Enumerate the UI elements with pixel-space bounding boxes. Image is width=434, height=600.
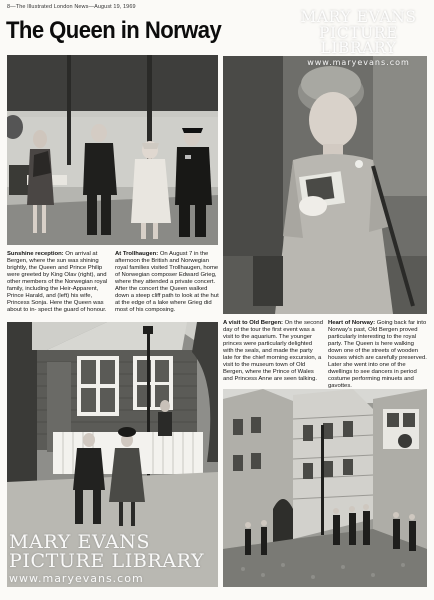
caption-heading: A visit to Old Bergen: — [223, 320, 284, 326]
running-head: 8—The Illustrated London News—August 19, 1969 — [7, 4, 136, 10]
caption-body: Going back far into Norway's past, Old Bergen proved particularly interesting to the royal party. The Queen is here walking down one of the streets of wooden houses which are carefully preserved. Later she went into one of the dwellings to see dancers in period costume performing minuets and gavottes. — [328, 320, 427, 390]
watermark-bottom — [9, 533, 204, 585]
watermark-url: www.maryevans.com — [307, 57, 410, 67]
watermark-top — [283, 10, 434, 67]
caption-body: On August 7 in the afternoon the British and Norwegian royal families visited Trollhaugen, home of Norwegian composer Edward Grieg, where they attended a private concert. After the concert the Queen walked down a steep cliff path to look at the hut at the edge of a lake where Grieg did most of his composing. — [115, 251, 219, 314]
caption-old-bergen — [223, 320, 323, 383]
watermark-url: www.maryevans.com — [9, 572, 144, 585]
caption-heading: Sunshine reception: — [7, 251, 64, 257]
caption-heading: Heart of Norway: — [328, 320, 376, 326]
caption-body: On arrival at Bergen, where the sun was shining brightly, the Queen and Prince Philip were greeted by King Olav (right), and other members of the Norwegian royal family, including the Heir-Apparent, Prince Harald, and (left) his wife, Princess Sonja. Here the Queen was about to in- spect the guard of honour. — [7, 251, 108, 314]
caption-sunshine-reception — [7, 251, 111, 314]
caption-heading: At Trollhaugen: — [115, 251, 159, 257]
caption-body: On the second day of the tour the first event was a visit to the aquarium. The younger princes were particularly delighted with the seals, and made the party late for the chief morning excursion, a visit to the museum town of Old Bergen, where the Prince of Wales and Princess Anne are seen talking. — [223, 320, 323, 383]
photo-queen-portrait — [223, 56, 427, 314]
watermark-line2: PICTURE LIBRARY — [9, 550, 205, 572]
caption-heart-of-norway — [328, 320, 428, 390]
caption-trollhaugen — [115, 251, 219, 314]
watermark-line1: MARY EVANS — [9, 531, 151, 553]
watermark-line1: MARY EVANS — [300, 8, 417, 26]
photo-old-bergen-street — [223, 389, 427, 587]
page-title: The Queen in Norway — [6, 17, 222, 44]
watermark-line2: PICTURE LIBRARY — [319, 23, 398, 57]
photo-royal-greeting — [7, 55, 218, 245]
